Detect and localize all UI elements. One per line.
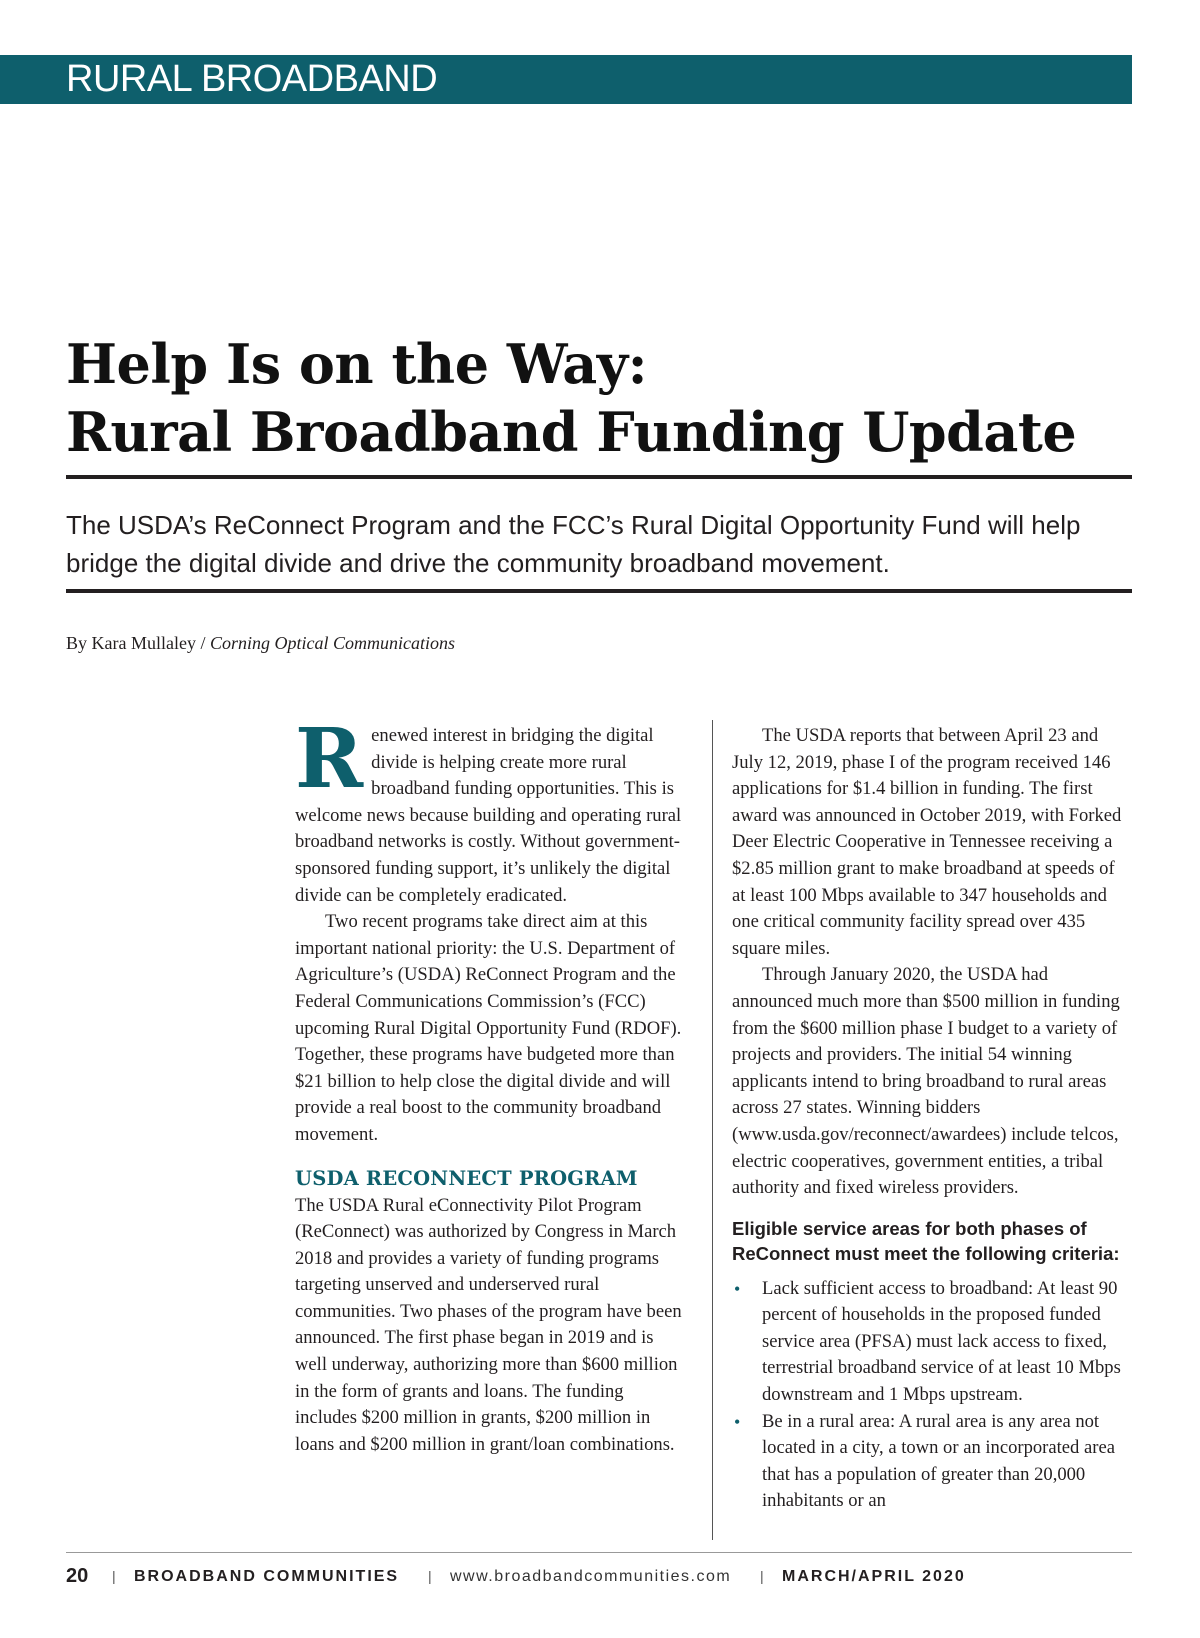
drop-cap: R bbox=[295, 711, 364, 807]
byline-organization: Corning Optical Communications bbox=[209, 633, 455, 653]
criteria-heading: Eligible service areas for both phases of ReConnect must meet the following criteria: bbox=[732, 1217, 1120, 1264]
section-subhead: USDA RECONNECT PROGRAM bbox=[295, 1166, 638, 1190]
article-deck: The USDA’s ReConnect Program and the FCC’s Rural Digital Opportunity Fund will help bridge the digital divide and drive the community broadband movement. bbox=[66, 510, 1081, 578]
intro-paragraph bbox=[295, 711, 685, 909]
paragraph-reconnect: The USDA Rural eConnectivity Pilot Program (ReConnect) was authorized by Congress in March 2018 and provides a variety of funding programs targeting unserved and underserved rural communities. Two phases of the program have been announced. The first phase began in 2019 and is well underway, authorizing more than $600 million in the form of grants and loans. The funding includes $200 million in grants, $200 million in loans and $200 million in grant/loan combinations. bbox=[295, 1194, 682, 1455]
bullet-icon: • bbox=[734, 1411, 741, 1432]
issue-date: MARCH/APRIL 2020 bbox=[782, 1568, 966, 1585]
article-title bbox=[66, 330, 1136, 466]
deck-rule-bottom bbox=[66, 589, 1132, 593]
publication-name: BROADBAND COMMUNITIES bbox=[134, 1568, 400, 1585]
paragraph-through-january: Through January 2020, the USDA had announced much more than $500 million in funding from the $600 million phase I budget to a variety of projects and providers. The initial 54 winning applicants intend to bring broadband to rural areas across 27 states. Winning bidders (www.usda.gov/reconnect/awardees) include telcos, electric cooperatives, government entities, a tribal authority and fixed wireless providers. bbox=[732, 964, 1120, 1199]
footer-separator: | bbox=[428, 1568, 432, 1584]
article-column-2 bbox=[732, 723, 1132, 1515]
page-number: 20 bbox=[66, 1565, 89, 1587]
article-column-1 bbox=[295, 711, 685, 1458]
footer-rule bbox=[66, 1552, 1132, 1553]
list-item bbox=[732, 1409, 1132, 1515]
list-item-text: Be in a rural area: A rural area is any area not located in a city, a town or an incorporated area that has a population of greater than 20,000 inhabitants or an bbox=[762, 1410, 1115, 1512]
criteria-list bbox=[732, 1276, 1132, 1515]
paragraph-programs: Two recent programs take direct aim at this important national priority: the U.S. Department of Agriculture’s (USDA) ReConnect Program and the Federal Communications Commission’s (FCC) upcoming Rural Digital Opportunity Fund (RDOF). Together, these programs have budgeted more than $21 billion to help close the digital divide and will provide a real boost to the community broadband movement. bbox=[295, 911, 682, 1145]
list-item-text: Lack sufficient access to broadband: At least 90 percent of households in the proposed funded service area (PFSA) must lack access to fixed, terrestrial broadband service of at least 10 Mbps downstream and 1 Mbps upstream. bbox=[762, 1277, 1121, 1406]
publication-url: www.broadbandcommunities.com bbox=[450, 1568, 732, 1585]
footer-separator: | bbox=[760, 1568, 764, 1584]
byline-author: By Kara Mullaley / bbox=[66, 633, 206, 653]
intro-text: enewed interest in bridging the digital divide is helping create more rural broadband funding opportunities. This is welcome news because building and operating rural broadband networks is costly. Without government-sponsored funding support, it’s unlikely the digital divide can be completely eradicated. bbox=[295, 725, 682, 906]
title-rule-top bbox=[66, 475, 1132, 479]
list-item bbox=[732, 1276, 1132, 1409]
section-label: RURAL BROADBAND bbox=[66, 58, 438, 100]
paragraph-usda-reports: The USDA reports that between April 23 and July 12, 2019, phase I of the program received 146 applications for $1.4 billion in funding. The first award was announced in October 2019, with Forked Deer Electric Cooperative in Tennessee receiving a $2.85 million grant to make broadband at speeds of at least 100 Mbps available to 347 households and one critical community facility spread over 435 square miles. bbox=[732, 725, 1122, 959]
title-line-1: Help Is on the Way: bbox=[66, 332, 648, 396]
byline bbox=[66, 633, 455, 654]
column-divider bbox=[712, 720, 713, 1540]
title-line-2: Rural Broadband Funding Update bbox=[66, 400, 1077, 464]
bullet-icon: • bbox=[734, 1278, 741, 1299]
footer-separator: | bbox=[112, 1568, 116, 1584]
section-header-bar bbox=[0, 55, 1132, 104]
